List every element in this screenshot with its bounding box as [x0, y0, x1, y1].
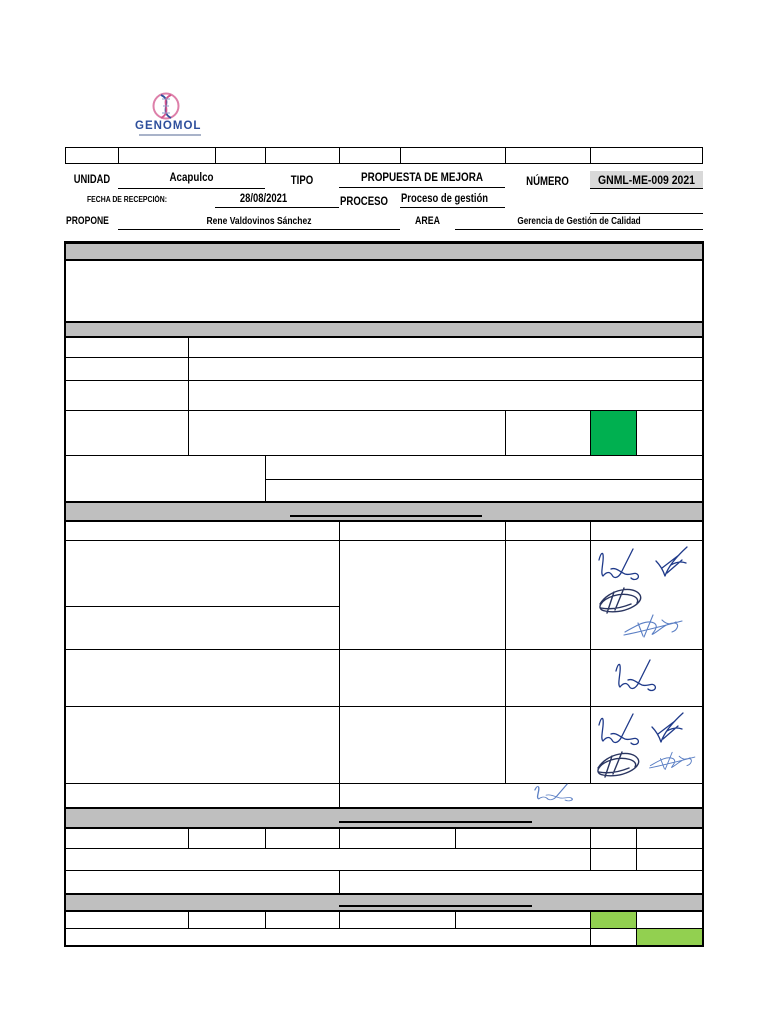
form-value-cell: [505, 410, 591, 456]
top-blank-cell: [65, 147, 119, 164]
blank-underline: [590, 213, 703, 214]
table-cell: [339, 870, 703, 894]
proceso-underline: [400, 207, 505, 208]
logo-subtitle-mark: [139, 134, 201, 136]
form-label-cell: [65, 337, 189, 358]
form-value-cell: [188, 380, 703, 411]
table-header-cell: [339, 521, 506, 541]
tipo-underline: [339, 187, 505, 188]
signature-cell: [590, 649, 703, 707]
status-indicator-light-green: [636, 928, 703, 946]
status-indicator-light-green: [590, 911, 637, 929]
table-cell: [65, 848, 591, 871]
table-cell: [65, 911, 189, 929]
table-cell: [65, 540, 340, 607]
form-value-cell: [188, 337, 703, 358]
numero-value: GNML-ME-009 2021: [598, 173, 695, 187]
section-header-bar: [65, 242, 703, 261]
unidad-value: Acapulco: [169, 172, 214, 184]
form-value-cell: [265, 455, 703, 480]
form-value-cell: [188, 410, 506, 456]
description-box: [65, 260, 703, 322]
top-blank-cell: [118, 147, 216, 164]
section-header-bar: [65, 893, 703, 912]
proceso-label: PROCESO: [340, 194, 389, 208]
unidad-label: UNIDAD: [73, 172, 111, 186]
form-value-cell: [188, 357, 703, 381]
table-cell: [505, 649, 591, 707]
tipo-value: PROPUESTA DE MEJORA: [360, 172, 483, 184]
table-cell: [339, 911, 456, 929]
signature-cell: [339, 783, 703, 808]
table-cell: [65, 783, 340, 808]
table-cell: [339, 828, 456, 849]
table-cell: [636, 848, 703, 871]
signature-cell: [590, 706, 703, 784]
dna-logo-icon: [149, 91, 183, 121]
table-cell: [339, 706, 506, 784]
section-title-underline: [339, 905, 532, 907]
proceso-value: Proceso de gestión: [401, 193, 488, 205]
tipo-label: TIPO: [290, 173, 314, 187]
area-label: AREA: [415, 215, 440, 227]
table-cell: [636, 911, 703, 929]
table-cell: [339, 540, 506, 650]
table-cell: [65, 606, 340, 650]
table-cell: [455, 911, 591, 929]
fecha-label: FECHA DE RECEPCIÓN:: [86, 195, 168, 204]
table-cell: [188, 911, 266, 929]
table-cell: [339, 649, 506, 707]
table-cell: [455, 828, 591, 849]
top-blank-cell: [265, 147, 340, 164]
table-cell: [265, 911, 340, 929]
area-underline: [455, 229, 703, 230]
signature-cell: [590, 540, 703, 650]
form-label-cell: [65, 357, 189, 381]
form-value-cell: [636, 410, 703, 456]
top-blank-cell: [590, 147, 703, 164]
section-title-underline: [339, 821, 532, 823]
table-cell: [505, 540, 591, 650]
table-cell: [590, 828, 637, 849]
propone-underline: [118, 229, 400, 230]
section-header-bar: [65, 321, 703, 338]
table-cell: [636, 828, 703, 849]
unidad-underline: [118, 188, 265, 189]
table-cell: [505, 706, 591, 784]
section-header-bar: [65, 501, 703, 522]
status-indicator-green: [590, 410, 637, 456]
propone-label: PROPONE: [66, 215, 109, 227]
top-blank-cell: [505, 147, 591, 164]
top-blank-cell: [400, 147, 506, 164]
table-cell: [265, 828, 340, 849]
form-label-cell: [65, 455, 266, 502]
table-cell: [65, 649, 340, 707]
table-cell: [65, 706, 340, 784]
table-cell: [590, 848, 637, 871]
form-value-cell: [265, 479, 703, 502]
top-blank-cell: [215, 147, 266, 164]
numero-underline: [590, 188, 703, 189]
table-cell: [65, 928, 591, 946]
propone-value: Rene Valdovinos Sánchez: [206, 215, 312, 227]
table-cell: [188, 828, 266, 849]
form-label-cell: [65, 380, 189, 411]
logo-brand-text: GENOMOL: [135, 120, 202, 132]
table-cell: [65, 828, 189, 849]
numero-label: NÚMERO: [526, 174, 569, 188]
area-value: Gerencia de Gestión de Calidad: [517, 215, 641, 227]
table-header-cell: [65, 521, 340, 541]
table-header-cell: [590, 521, 703, 541]
section-header-bar: [65, 807, 703, 829]
table-cell: [65, 870, 340, 894]
fecha-value: 28/08/2021: [239, 193, 288, 205]
table-cell: [590, 928, 637, 946]
table-header-cell: [505, 521, 591, 541]
form-label-cell: [65, 410, 189, 456]
fecha-underline: [215, 207, 339, 208]
section-title-underline: [290, 515, 482, 517]
top-blank-cell: [339, 147, 401, 164]
